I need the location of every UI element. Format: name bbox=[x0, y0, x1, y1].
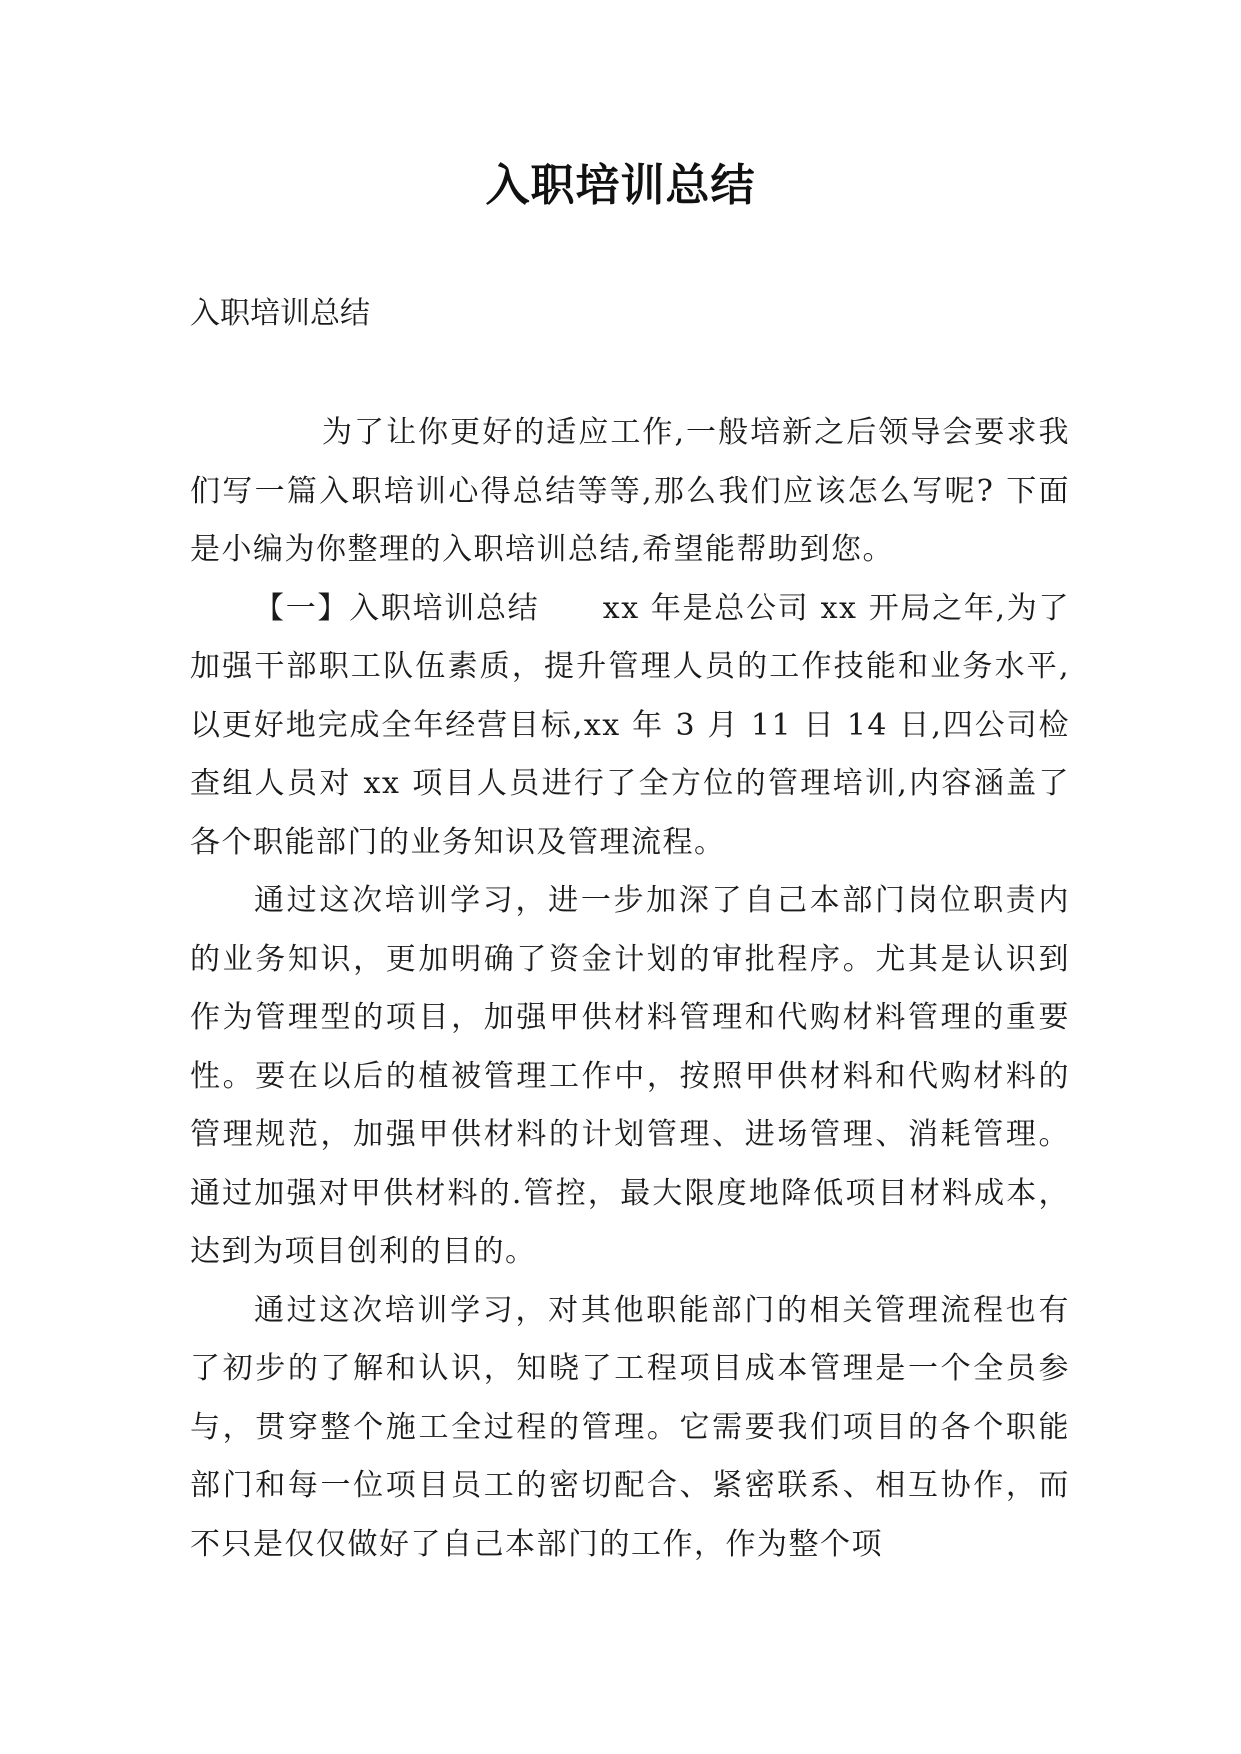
paragraph-intro: 为了让你更好的适应工作,一般培新之后领导会要求我们写一篇入职培训心得总结等等,那么我们应该怎么写呢? 下面是小编为你整理的入职培训总结,希望能帮助到您。 bbox=[190, 415, 1070, 567]
paragraph-section-one: 【一】入职培训总结 xx 年是总公司 xx 开局之年,为了加强干部职工队伍素质，提升管理人员的工作技能和业务水平,以更好地完成全年经营目标,xx 年 3 月 11 日 14 日,四公司检查组人员对 xx 项目人员进行了全方位的管理培训,内容涵盖了各个职能部门的业务知识及管理流程。 bbox=[190, 590, 1070, 860]
paragraph-cost-management: 通过这次培训学习，对其他职能部门的相关管理流程也有了初步的了解和认识，知晓了工程项目成本管理是一个全员参与，贯穿整个施工全过程的管理。它需要我们项目的各个职能部门和每一位项目员工的密切配合、紧密联系、相互协作，而不只是仅仅做好了自己本部门的工作，作为整个项 bbox=[190, 1292, 1070, 1562]
document-subtitle: 入职培训总结 bbox=[190, 296, 370, 331]
paragraph-training-benefits: 通过这次培训学习，进一步加深了自己本部门岗位职责内的业务知识，更加明确了资金计划的审批程序。尤其是认识到作为管理型的项目，加强甲供材料管理和代购材料管理的重要性。要在以后的植被管理工作中，按照甲供材料和代购材料的管理规范，加强甲供材料的计划管理、进场管理、消耗管理。通过加强对甲供材料的.管控，最大限度地降低项目材料成本，达到为项目创利的目的。 bbox=[190, 883, 1070, 1269]
document-body bbox=[190, 404, 1070, 1574]
document-title: 入职培训总结 bbox=[485, 160, 756, 211]
